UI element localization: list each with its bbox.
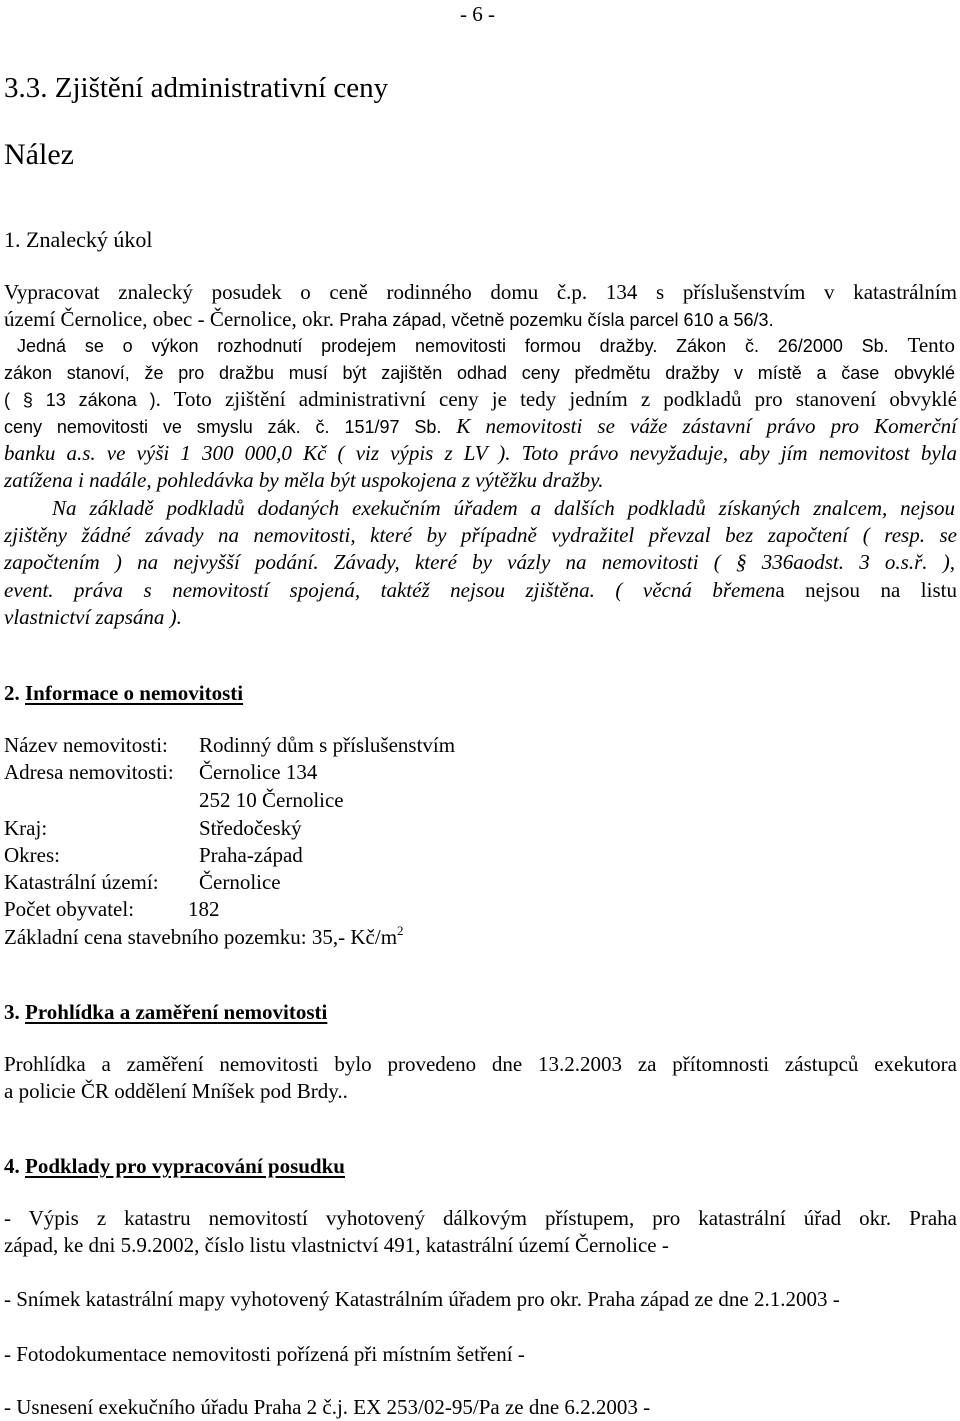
task-line [4,386,957,413]
text-run: Jedná se o výkon rozhodnutí prodejem nemovitosti formou dražby. Zákon č. 26/2000 Sb. [17,336,908,356]
chapter-heading: 3.3. Zjištění administrativní ceny [4,72,389,104]
task-line [4,279,957,305]
text-run: a policie ČR oddělení Mníšek pod Brdy.. [4,1079,348,1103]
task-line [4,522,957,548]
page-number: - 6 - [460,2,495,26]
text-run: zatížena i nadále, pohledávka by měla být uspokojena z výtěžku dražby. [4,468,604,492]
text-run: a nejsou na listu [775,578,957,602]
text-run: . Toto zjištění administrativní ceny je tedy jedním z podkladů pro stanovení obvyklé [155,387,957,411]
text-run: ceny nemovitosti ve smyslu zák. č. 151/97 Sb. [4,417,457,437]
text-run: Prohlídka a zaměření nemovitosti bylo provedeno dne 13.2.2003 za přítomnosti zástupců exekutora [4,1052,957,1076]
task-line [4,359,955,386]
text-run: - Fotodokumentace nemovitosti pořízená při místním šetření - [4,1342,525,1366]
text-run: - Výpis z katastru nemovitostí vyhotovený dálkovým přístupem, pro katastrální úřad okr. Praha [4,1206,957,1230]
task-line [4,577,957,603]
text-run: započtením ) na nejvyšší podání. Závady, které by vázly na nemovitosti ( § 336aodst. 3 o.s.ř. ), [4,550,955,574]
info-value: 182 [188,897,220,921]
task-line [17,332,955,359]
task-line [4,440,957,466]
info-label: Název nemovitosti: [4,733,168,757]
source-item-line [4,1286,840,1312]
task-line [4,306,774,333]
text-run: Praha západ, včetně pozemku čísla parcel 610 a 56/3. [339,310,774,330]
task-section-title: 1. Znalecký úkol [4,227,153,252]
info-row-base-price [4,924,404,950]
info-value: Černolice 134 [199,760,318,784]
text-run: Tento [907,333,955,357]
text-run: - Snímek katastrální mapy vyhotovený Katastrálním úřadem pro okr. Praha západ ze dne 2.1.2003 - [4,1287,840,1311]
sources-section-title [4,1153,345,1179]
info-value: Středočeský [199,816,302,840]
text-run: zákon stanoví, že pro dražbu musí být zajištěn odhad ceny předmětu dražby v místě a čase obvyklé [4,363,955,383]
section-title-text: Podklady pro vypracování posudku [25,1154,345,1178]
inspection-section-title [4,999,327,1025]
text-run: banku a.s. ve výši 1 300 000,0 Kč ( viz výpis z LV ). Toto právo nevyžaduje, aby jím nemovitost byla [4,441,957,465]
text-run: Vypracovat znalecký posudek o ceně rodinného domu č.p. 134 s příslušenstvím v katastrálním [4,280,957,304]
text-run: - Usnesení exekučního úřadu Praha 2 č.j. EX 253/02-95/Pa ze dne 6.2.2003 - [4,1395,651,1419]
info-row-cadastre [4,869,281,895]
source-item-line [4,1394,650,1420]
text-run: zjištěny žádné závady na nemovitosti, které by případně vydražitel převzal bez započtení ( resp. se [4,523,957,547]
info-value: Černolice [199,870,281,894]
info-row-name [4,732,456,758]
section-title-text: Informace o nemovitosti [25,681,244,705]
text-run: vlastnictví zapsána ). [4,605,182,629]
task-line [4,413,957,440]
section-number: 3. [4,1000,25,1024]
info-label: Adresa nemovitosti: [4,760,174,784]
info-label: Počet obyvatel: [4,897,135,921]
task-line [52,495,955,521]
text-run: K nemovitosti se váže zástavní právo pro Komerční [456,414,957,438]
finding-heading: Nález [4,138,74,171]
info-row-region [4,815,302,841]
info-value: Praha-západ [199,843,303,867]
property-info-section-title [4,680,243,706]
base-price-text: Základní cena stavebního pozemku: 35,- Kč/m [4,925,398,949]
inspection-line [4,1078,348,1104]
text-run: západ, ke dni 5.9.2002, číslo listu vlastnictví 491, katastrální území Černolice - [4,1233,669,1257]
info-label: Kraj: [4,816,48,840]
info-value: 252 10 Černolice [199,788,344,812]
task-line [4,549,955,575]
text-run: území Černolice, obec - Černolice, okr. [4,307,340,331]
info-label: Katastrální území: [4,870,159,894]
source-item-line [4,1205,957,1231]
task-line [4,467,604,493]
info-row-address [4,759,318,785]
info-row-population [4,896,220,922]
inspection-line [4,1051,957,1077]
text-run: Na základě podkladů dodaných exekučním úřadem a dalších podkladů získaných znalcem, nejsou [52,496,955,520]
section-number: 4. [4,1154,25,1178]
task-line [4,604,182,630]
info-value: Rodinný dům s příslušenstvím [199,733,456,757]
superscript-exponent: 2 [397,923,404,938]
text-run: event. práva s nemovitostí spojená, taktéž nejsou zjištěna. ( věcná břemen [4,578,776,602]
section-title-text: Prohlídka a zaměření nemovitosti [25,1000,328,1024]
info-row-district [4,842,303,868]
info-label: Okres: [4,843,60,867]
section-number: 2. [4,681,25,705]
source-item-line [4,1341,525,1367]
text-run: ( § 13 zákona ) [4,390,156,410]
source-item-line [4,1232,669,1258]
